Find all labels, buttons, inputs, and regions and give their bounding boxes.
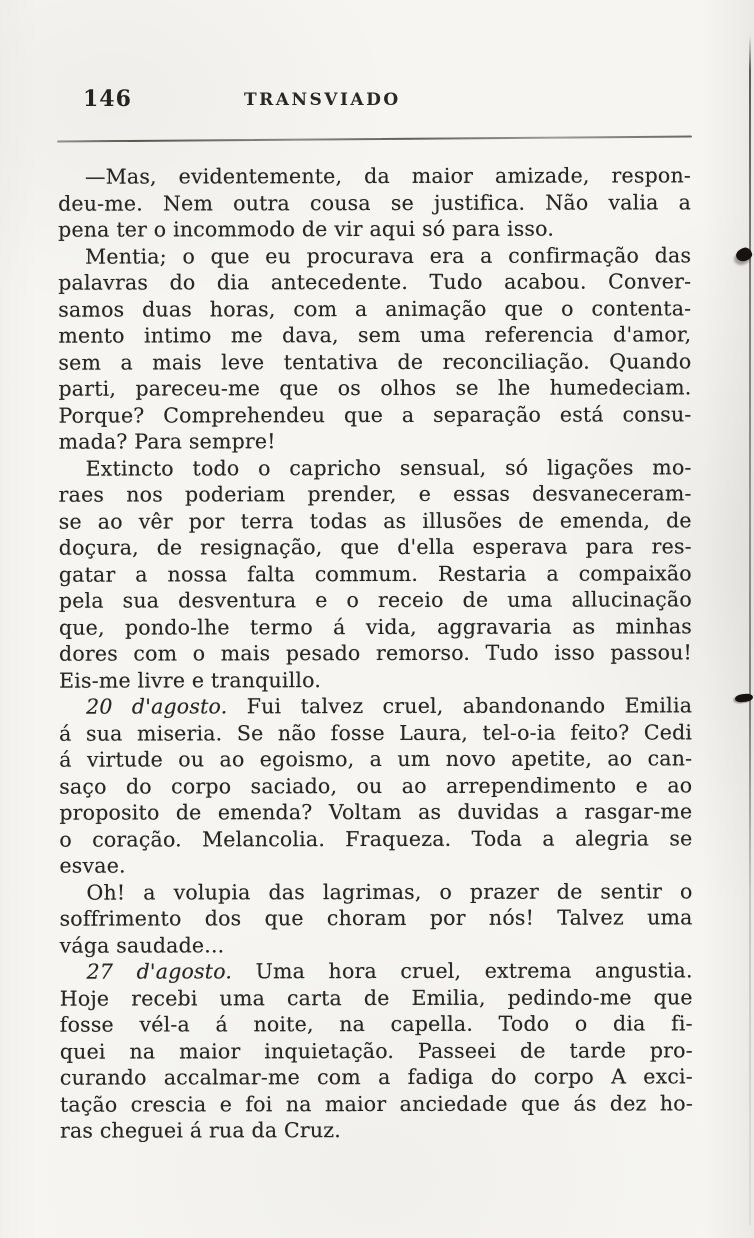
text-line: soffrimento dos que choram por nós! Talvez uma: [59, 905, 693, 931]
paragraph: [59, 878, 692, 959]
text-line: raes nos poderiam prender, e essas desvaneceram-: [58, 481, 692, 507]
text-line: 20 d'agosto. Fui talvez cruel, abandonando Emilia: [86, 693, 693, 719]
text-line: pela sua desventura e o receio de uma allucinação: [58, 587, 692, 613]
text-line: á virtude ou ao egoismo, a um novo apetite, ao can-: [59, 746, 693, 772]
text-line: saço do corpo saciado, ou ao arrependimento e ao: [59, 772, 693, 799]
body-text: [58, 162, 693, 1144]
text-line: —Mas, evidentemente, da maior amizade, respon-: [84, 163, 692, 189]
text-line: curando accalmar-me com a fadiga do corpo A exci-: [59, 1064, 693, 1090]
page-edge-shadow: [749, 35, 751, 1225]
text-line: Eis-me livre e tranquillo.: [59, 667, 322, 693]
text-line: deu-me. Nem outra cousa se justifica. Não valia a: [58, 189, 692, 216]
text-line: mada? Para sempre!: [58, 429, 276, 454]
text-line: 27 d'agosto. Uma hora cruel, extrema angustia.: [86, 958, 693, 984]
text-line: mento intimo me dava, sem uma referencia d'amor,: [58, 322, 692, 348]
text-line: dores com o mais pesado remorso. Tudo isso passou!: [58, 640, 693, 666]
text-line: Porque? Comprehendeu que a separação está consu-: [58, 401, 692, 428]
text-line: esvae.: [59, 853, 126, 878]
text-line: pena ter o incommodo de vir aqui só para isso.: [58, 216, 555, 242]
page-number: 146: [83, 86, 132, 112]
paragraph: [59, 454, 692, 694]
text-line: Oh! a volupia das lagrimas, o prazer de sentir o: [86, 878, 693, 905]
text-line: ras cheguei á rua da Cruz.: [59, 1118, 341, 1143]
text-line: Extincto todo o capricho sensual, só ligações mo-: [85, 454, 692, 481]
text-line: gatar a nossa falta commum. Restaria a compaixão: [58, 560, 692, 587]
text-line: parti, pareceu-me que os olhos se lhe humedeciam.: [58, 375, 692, 401]
paragraph: [58, 162, 691, 243]
paragraph: [59, 692, 692, 879]
text-line: sem a mais leve tentativa de reconciliação. Quando: [58, 348, 692, 375]
text-line: quei na maior inquietação. Passeei de tarde pro-: [59, 1037, 693, 1064]
paragraph: [58, 242, 691, 455]
text-line: doçura, de resignação, que d'ella esperava para res-: [58, 534, 692, 560]
header-rule: [57, 136, 692, 143]
text-line: Hoje recebi uma carta de Emilia, pedindo-me que: [59, 984, 693, 1011]
text-line: vága saudade...: [59, 932, 225, 958]
text-line: Mentia; o que eu procurava era a confirmação das: [85, 242, 692, 269]
text-line: se ao vêr por terra todas as illusões de emenda, de: [58, 507, 692, 534]
text-line: tação crescia e foi na maior anciedade que ás dez ho-: [59, 1090, 693, 1117]
text-line: que, pondo-lhe termo á vida, aggravaria as minhas: [58, 613, 692, 640]
text-line: palavras do dia antecedente. Tudo acabou. Conver-: [58, 269, 692, 295]
running-title: TRANSVIADO: [244, 90, 401, 110]
text-line: samos duas horas, com a animação que o contenta-: [58, 295, 692, 322]
paragraph: [60, 957, 693, 1144]
text-line: á sua miseria. Se não fosse Laura, tel-o-ia feito? Cedi: [59, 719, 693, 746]
text-line: proposito de emenda? Voltam as duvidas a rasgar-me: [59, 799, 693, 825]
text-line: fosse vél-a á noite, na capella. Todo o dia fi-: [59, 1011, 693, 1037]
text-line: o coração. Melancolia. Fraqueza. Toda a alegria se: [59, 825, 693, 852]
